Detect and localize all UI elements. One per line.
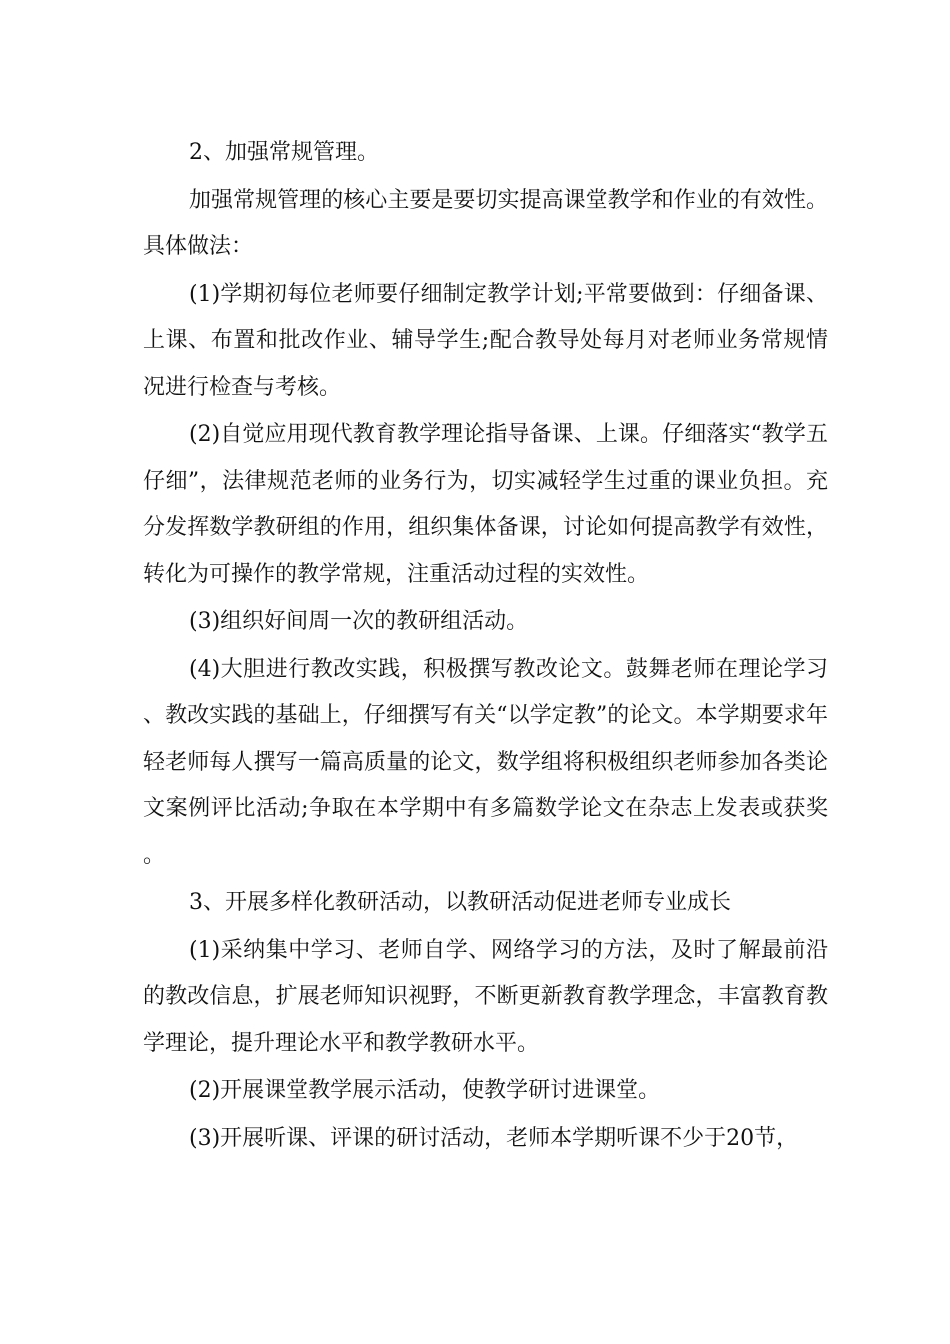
document-body xyxy=(143,130,828,1163)
list-item-3-3: (3)开展听课、评课的研讨活动，老师本学期听课不少于20节， xyxy=(189,1125,799,1151)
paragraph-core: 加强常规管理的核心主要是要切实提高课堂教学和作业的有效性。具体做法： xyxy=(143,187,828,259)
list-item-1: (1)学期初每位老师要仔细制定教学计划;平常要做到：仔细备课、上课、布置和批改作业、辅导学生;配合教导处每月对老师业务常规情况进行检查与考核。 xyxy=(143,281,828,400)
section-heading-3: 3、开展多样化教研活动，以教研活动促进老师专业成长 xyxy=(189,890,731,915)
list-item-4: (4)大胆进行教改实践，积极撰写教改论文。鼓舞老师在理论学习、教改实践的基础上，仔细撰写有关“以学定教”的论文。本学期要求年轻老师每人撰写一篇高质量的论文，数学组将积极组织老师参加各类论文案例评比活动;争取在本学期中有多篇数学论文在杂志上发表或获奖。 xyxy=(143,656,828,868)
list-item-3-1: (1)采纳集中学习、老师自学、网络学习的方法，及时了解最前沿的教改信息，扩展老师知识视野，不断更新教育教学理念，丰富教育教学理论，提升理论水平和教学教研水平。 xyxy=(143,937,828,1056)
section-heading-2: 2、加强常规管理。 xyxy=(189,140,379,165)
list-item-3-2: (2)开展课堂教学展示活动，使教学研讨进课堂。 xyxy=(189,1078,661,1103)
list-item-2: (2)自觉应用现代教育教学理论指导备课、上课。仔细落实“教学五仔细”，法律规范老师的业务行为，切实减轻学生过重的课业负担。充分发挥数学教研组的作用，组织集体备课，讨论如何提高教学有效性，转化为可操作的教学常规，注重活动过程的实效性。 xyxy=(143,422,828,587)
list-item-3: (3)组织好间周一次的教研组活动。 xyxy=(189,609,529,634)
